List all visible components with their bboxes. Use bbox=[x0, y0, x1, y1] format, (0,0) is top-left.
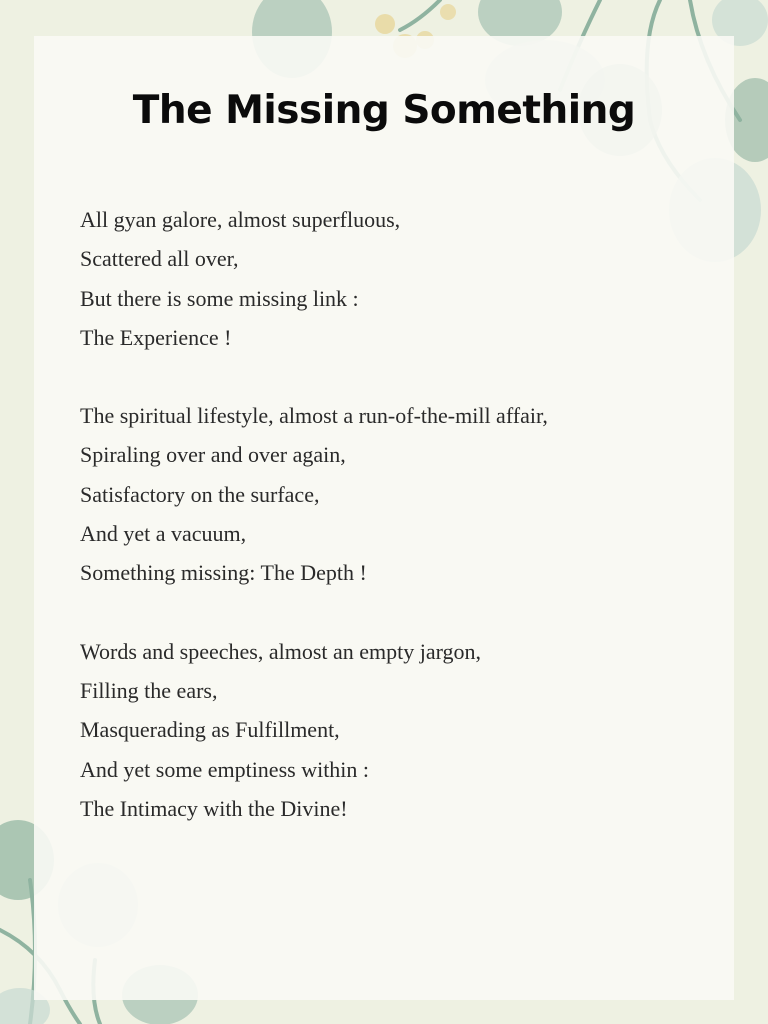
poem-line: All gyan galore, almost superfluous, bbox=[80, 207, 401, 232]
stanza-1 bbox=[80, 200, 720, 357]
poem-line: The Intimacy with the Divine! bbox=[80, 795, 348, 821]
poem-line: But there is some missing link : bbox=[80, 285, 359, 311]
poem-line: Scattered all over, bbox=[80, 246, 239, 272]
poem-line: Satisfactory on the surface, bbox=[80, 481, 320, 507]
poem-line: And yet a vacuum, bbox=[80, 521, 247, 547]
poem-body bbox=[80, 200, 720, 867]
stanza-2 bbox=[80, 396, 720, 592]
poem-line: The spiritual lifestyle, almost a run-of-the-mill affair, bbox=[80, 403, 548, 429]
poem-line: Masquerading as Fulfillment, bbox=[80, 717, 340, 743]
stanza-3 bbox=[80, 632, 720, 828]
poem-line: Filling the ears, bbox=[80, 677, 218, 703]
poem-title: The Missing Something bbox=[132, 88, 636, 133]
poem-line: The Experience ! bbox=[80, 324, 232, 350]
poem-line: And yet some emptiness within : bbox=[80, 756, 370, 782]
poem-line: Something missing: The Depth ! bbox=[80, 560, 367, 586]
poem-line: Spiraling over and over again, bbox=[80, 442, 346, 468]
poem-line: Words and speeches, almost an empty jargon, bbox=[80, 638, 482, 664]
